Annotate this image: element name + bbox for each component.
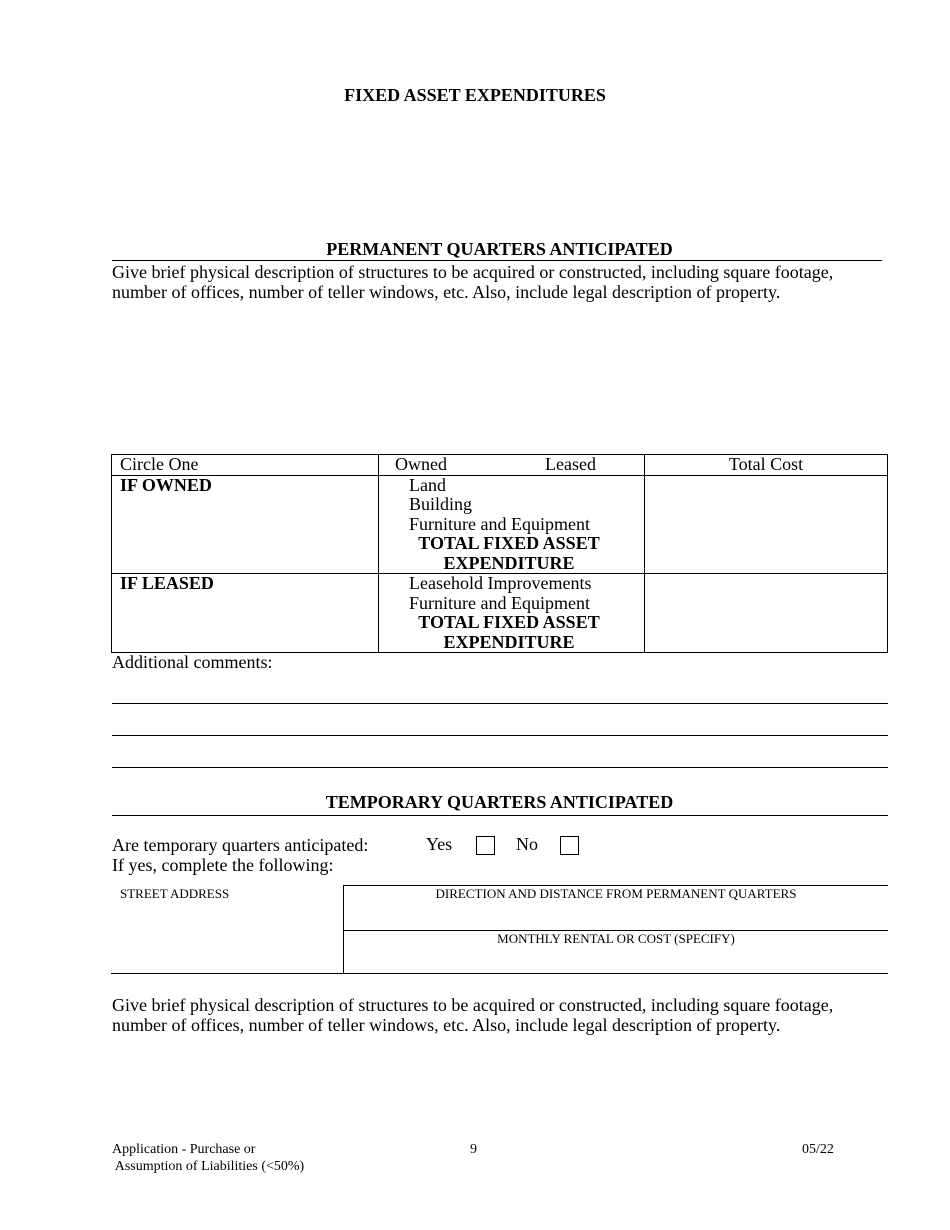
leased-item-improvements: Leasehold Improvements: [409, 573, 592, 593]
footer-form-name-line2: Assumption of Liabilities (<50%): [112, 1159, 305, 1174]
owned-option[interactable]: Owned: [395, 454, 447, 474]
street-address-field[interactable]: STREET ADDRESS: [120, 886, 230, 901]
table-row-owned: [112, 475, 888, 574]
temporary-followup: If yes, complete the following:: [112, 855, 334, 875]
leased-total-line2: EXPENDITURE: [443, 631, 575, 652]
owned-leased-choice: [379, 455, 645, 476]
permanent-quarters-heading: PERMANENT QUARTERS ANTICIPATED: [326, 239, 673, 259]
permanent-description-line1: Give brief physical description of structures to be acquired or constructed, including square footage,: [112, 262, 834, 282]
leased-item-furniture: Furniture and Equipment: [409, 592, 590, 613]
no-label: No: [516, 834, 538, 854]
leased-option[interactable]: Leased: [545, 454, 596, 474]
owned-items: [379, 475, 645, 574]
permanent-heading-rule: [112, 260, 882, 261]
temporary-description-line2: number of offices, number of teller windows, etc. Also, include legal description of property.: [112, 1015, 781, 1035]
temporary-heading-rule: [112, 815, 888, 816]
comment-line-1[interactable]: [112, 703, 888, 704]
fixed-asset-table: [111, 454, 888, 653]
total-cost-header: Total Cost: [645, 455, 888, 476]
circle-one-label: Circle One: [112, 455, 379, 476]
owned-item-furniture: Furniture and Equipment: [409, 513, 590, 534]
leased-items: [379, 574, 645, 653]
temporary-details-grid: [111, 885, 888, 974]
if-owned-label: IF OWNED: [112, 475, 379, 574]
owned-total-cost-cell[interactable]: [645, 475, 888, 574]
permanent-description: [112, 262, 872, 302]
page-number: 9: [470, 1142, 477, 1157]
direction-distance-field[interactable]: DIRECTION AND DISTANCE FROM PERMANENT QUARTERS: [435, 886, 797, 901]
temporary-description: [112, 995, 872, 1035]
owned-item-building: Building: [409, 494, 473, 514]
footer-form-name-line1: Application - Purchase or: [112, 1142, 256, 1157]
no-checkbox[interactable]: [560, 836, 579, 855]
comment-line-2[interactable]: [112, 735, 888, 736]
leased-total-line1: TOTAL FIXED ASSET: [418, 612, 600, 632]
yes-label: Yes: [426, 834, 453, 854]
temporary-question: Are temporary quarters anticipated:: [112, 835, 369, 855]
grid-bottom-rule: [111, 973, 888, 974]
temporary-quarters-heading: TEMPORARY QUARTERS ANTICIPATED: [325, 792, 674, 812]
owned-total-line2: EXPENDITURE: [443, 552, 575, 573]
temporary-description-line1: Give brief physical description of structures to be acquired or constructed, including square footage,: [112, 995, 834, 1015]
permanent-description-line2: number of offices, number of teller windows, etc. Also, include legal description of property.: [112, 282, 781, 302]
page-title: FIXED ASSET EXPENDITURES: [344, 85, 606, 105]
footer-date: 05/22: [802, 1142, 834, 1157]
yes-checkbox[interactable]: [476, 836, 495, 855]
owned-item-land: Land: [409, 474, 446, 495]
monthly-rental-field[interactable]: MONTHLY RENTAL OR COST (SPECIFY): [497, 931, 735, 946]
additional-comments-label: Additional comments:: [112, 652, 273, 672]
owned-total-line1: TOTAL FIXED ASSET: [418, 533, 600, 553]
footer-form-name: [112, 1141, 304, 1175]
leased-total-cost-cell[interactable]: [645, 574, 888, 653]
if-leased-label: IF LEASED: [112, 574, 379, 653]
comment-line-3[interactable]: [112, 767, 888, 768]
table-header-row: [112, 455, 888, 476]
table-row-leased: [112, 574, 888, 653]
